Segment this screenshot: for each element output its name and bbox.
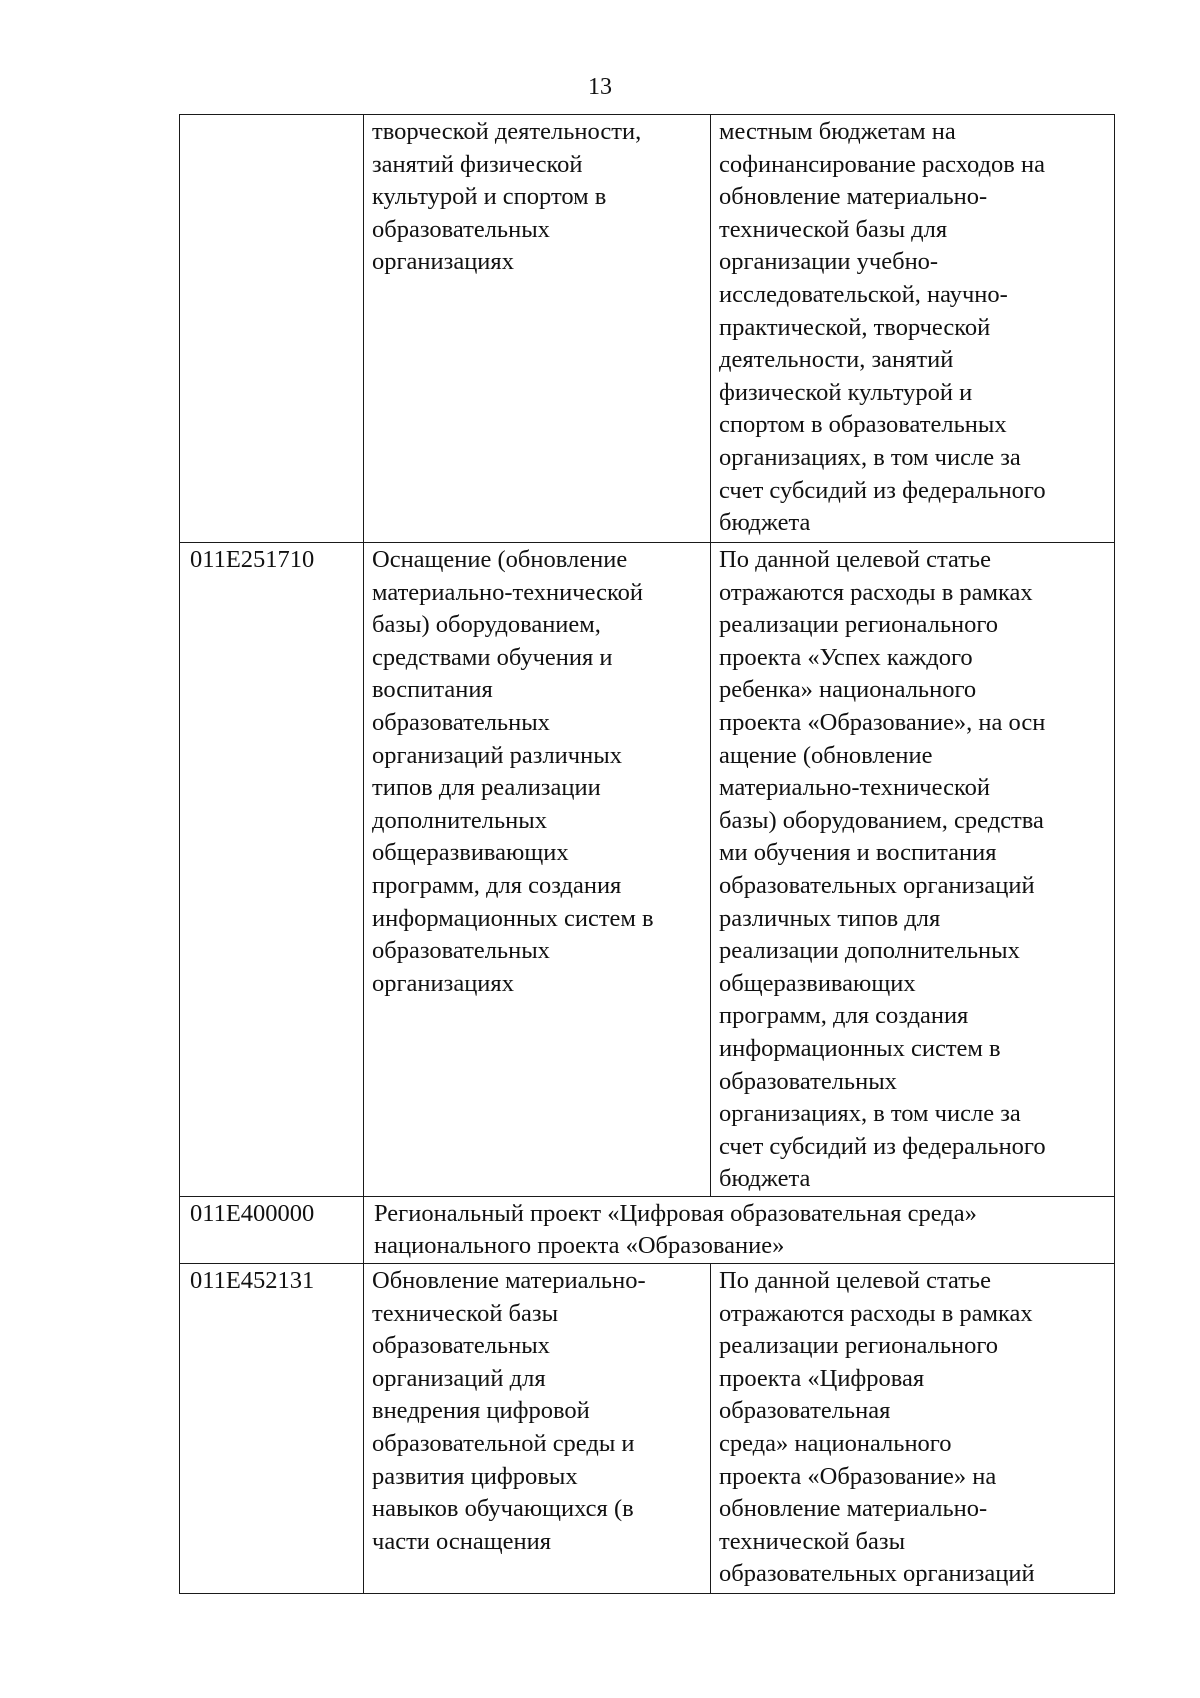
target-article-description: местным бюджетам на софинансирование расходов на обновление материально- технической базы для организации учебно- исследовательской, научно- практической, творческой деятельности, занятий физической культурой и спортом в образовательных организациях, в том числе за счет субсидий из федерального бюджета	[711, 115, 1115, 543]
table-row	[180, 1264, 1115, 1594]
table-row	[180, 543, 1115, 1197]
target-article-description: По данной целевой статье отражаются расходы в рамках реализации регионального проекта «Успех каждого ребенка» национального проекта «Образование», на осн ащение (обновление материально-технической базы) оборудованием, средства ми обучения и воспитания образовательных организаций различных типов для реализации дополнительных общеразвивающих программ, для создания информационных систем в образовательных организациях, в том числе за счет субсидий из федерального бюджета	[711, 543, 1115, 1197]
page-number: 13	[588, 74, 612, 100]
target-article-code	[180, 115, 364, 543]
target-article-code: 011E400000	[180, 1196, 364, 1263]
target-article-code: 011E452131	[180, 1264, 364, 1594]
table-row-project-heading	[180, 1196, 1115, 1263]
table-row	[180, 115, 1115, 543]
target-article-description: По данной целевой статье отражаются расходы в рамках реализации регионального проекта «Цифровая образовательная среда» национального проекта «Образование» на обновление материально- технической базы образовательных организаций	[711, 1264, 1115, 1594]
target-article-name: Обновление материально- технической базы образовательных организаций для внедрения цифровой образовательной среды и развития цифровых навыков обучающихся (в части оснащения	[364, 1264, 711, 1594]
budget-classification-table	[179, 114, 1115, 1594]
target-article-name: творческой деятельности, занятий физической культурой и спортом в образовательных организациях	[364, 115, 711, 543]
target-article-code: 011E251710	[180, 543, 364, 1197]
target-article-name: Оснащение (обновление материально-технической базы) оборудованием, средствами обучения и воспитания образовательных организаций различных типов для реализации дополнительных общеразвивающих программ, для создания информационных систем в образовательных организациях	[364, 543, 711, 1197]
regional-project-title: Региональный проект «Цифровая образовательная среда» национального проекта «Образование»	[364, 1196, 1115, 1263]
